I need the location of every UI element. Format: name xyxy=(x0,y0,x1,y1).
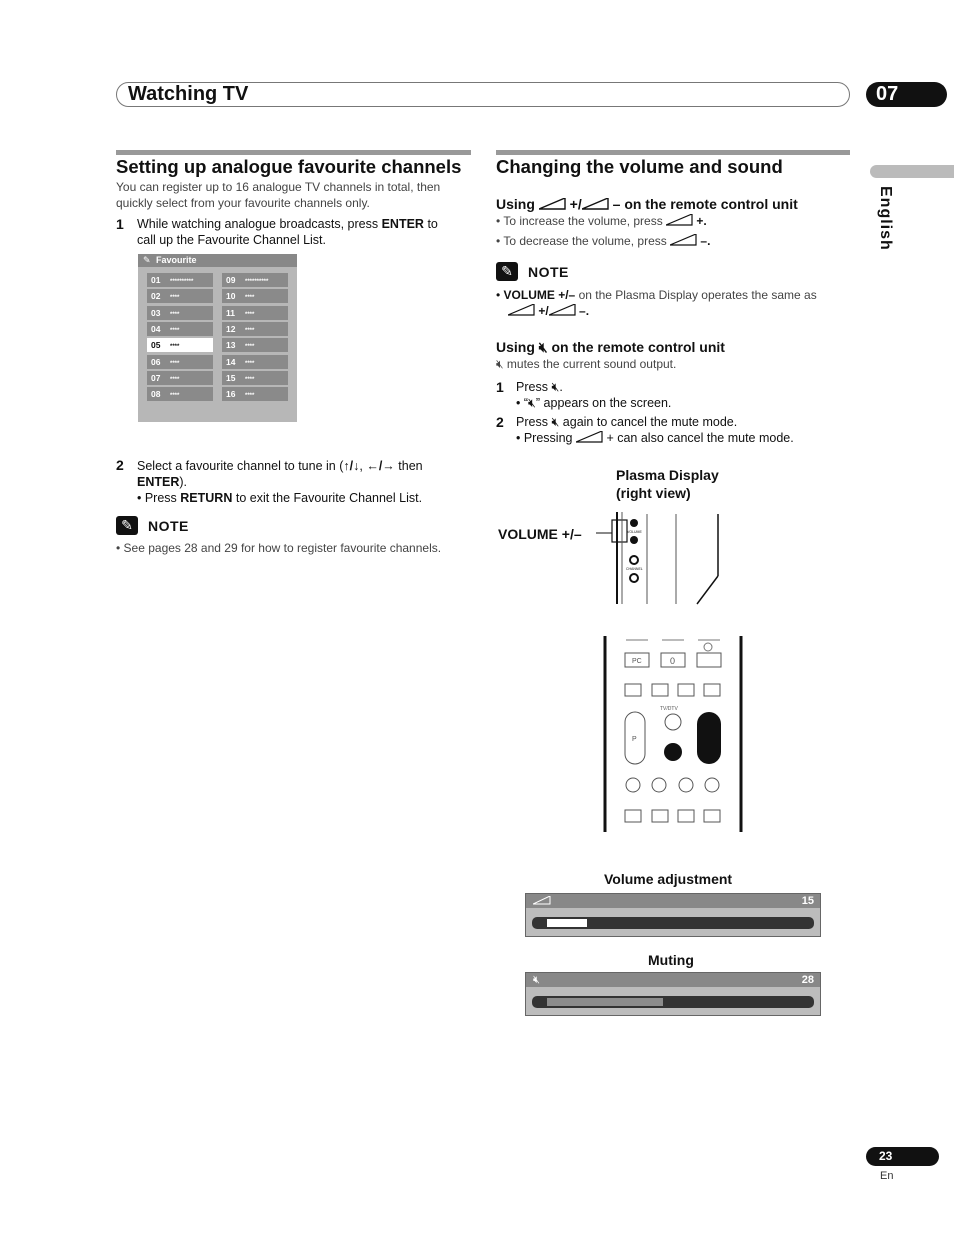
channel-name: **** xyxy=(245,295,255,302)
muting-value: 28 xyxy=(801,974,814,986)
favourite-channel-item[interactable] xyxy=(222,306,288,320)
section-heading-volume: Changing the volume and sound xyxy=(496,156,783,177)
step-number: 2 xyxy=(496,414,504,430)
channel-name: **** xyxy=(170,311,180,318)
step-number: 1 xyxy=(116,216,124,232)
chapter-number: 07 xyxy=(866,82,947,107)
increase-text: • To increase the volume, press +. xyxy=(496,214,707,228)
channel-name: **** xyxy=(245,393,255,400)
channel-name: **** xyxy=(170,344,180,351)
page-number: 23 xyxy=(866,1147,939,1166)
muting-level-fill xyxy=(547,998,663,1006)
favourite-channel-item[interactable] xyxy=(222,289,288,303)
volume-button-label: VOLUME +/– xyxy=(498,526,582,542)
favourite-channel-item[interactable] xyxy=(222,322,288,336)
volume-icon xyxy=(539,198,566,210)
channel-number: 02 xyxy=(151,291,161,302)
volume-icon xyxy=(582,198,609,210)
channel-number: 13 xyxy=(226,340,236,351)
volume-value: 15 xyxy=(801,895,814,907)
volume-adjustment-title: Volume adjustment xyxy=(604,871,733,887)
step-number: 1 xyxy=(496,379,504,395)
channel-name: **** xyxy=(170,393,180,400)
channel-number: 11 xyxy=(226,307,235,318)
decrease-text: • To decrease the volume, press –. xyxy=(496,234,711,248)
volume-adjustment-osd xyxy=(525,893,821,937)
note-icon: ✎ xyxy=(496,262,518,281)
plasma-display-label: Plasma Display (right view) xyxy=(616,467,719,501)
favourite-channel-item[interactable] xyxy=(147,355,213,369)
panel-volume-text: VOLUME xyxy=(627,530,642,534)
favourite-channel-item[interactable] xyxy=(222,355,288,369)
channel-number: 03 xyxy=(151,307,161,318)
channel-number: 04 xyxy=(151,323,161,334)
mute-icon: 🔇︎ xyxy=(551,380,560,394)
channel-number: 15 xyxy=(226,372,236,383)
muting-level-track xyxy=(532,996,814,1008)
favourite-channel-item[interactable] xyxy=(147,387,213,401)
favourite-channel-item[interactable] xyxy=(147,371,213,385)
mute-step1-text: Press 🔇︎. • “🔇︎” appears on the screen. xyxy=(516,380,672,410)
channel-number: 10 xyxy=(226,291,236,302)
volume-subheading: Using +/ – on the remote control unit xyxy=(496,196,798,212)
mute-icon: 🔇︎ xyxy=(538,339,548,355)
remote-p-text: P xyxy=(632,736,637,743)
volume-icon xyxy=(576,431,603,443)
channel-number: 08 xyxy=(151,389,161,400)
favourites-intro: You can register up to 16 analogue TV channels in total, then quickly select from your favourite channels only. xyxy=(116,180,441,210)
step2-text: Select a favourite channel to tune in (↑/↓, ←/→ then ENTER). • Press RETURN to exit the Favourite Channel List. xyxy=(137,459,423,505)
channel-name: **** xyxy=(245,360,255,367)
channel-number: 12 xyxy=(226,323,236,334)
mute-icon: 🔇︎ xyxy=(551,415,560,429)
section-heading-favourites: Setting up analogue favourite channels xyxy=(116,156,462,177)
plasma-display-side-view xyxy=(590,510,730,606)
step-number: 2 xyxy=(116,457,124,473)
note-label: NOTE xyxy=(528,264,569,280)
channel-name: **** xyxy=(170,360,180,367)
favourite-channel-item[interactable] xyxy=(222,273,288,287)
channel-name: ********** xyxy=(245,279,269,285)
mute-icon: 🔇︎ xyxy=(533,974,540,986)
pencil-icon: ✎ xyxy=(143,255,151,265)
volume-level-fill xyxy=(547,919,587,927)
mute-description: 🔇︎ mutes the current sound output. xyxy=(496,357,677,371)
channel-name: **** xyxy=(170,295,180,302)
favourite-channel-item[interactable] xyxy=(147,306,213,320)
mute-icon: 🔇︎ xyxy=(528,396,536,410)
remote-tvdtv-text: TV/DTV xyxy=(660,706,678,712)
favourite-channel-item[interactable] xyxy=(222,371,288,385)
mute-icon: 🔇︎ xyxy=(496,357,504,371)
volume-level-track xyxy=(532,917,814,929)
note-label: NOTE xyxy=(148,518,189,534)
language-tab xyxy=(870,165,954,178)
chapter-title: Watching TV xyxy=(128,83,249,105)
channel-name: **** xyxy=(245,344,255,351)
favourite-channel-item[interactable] xyxy=(147,289,213,303)
channel-number: 06 xyxy=(151,356,161,367)
panel-channel-text: CHANNEL xyxy=(626,567,643,571)
favourite-channel-item[interactable] xyxy=(222,387,288,401)
favourite-channel-item[interactable] xyxy=(147,322,213,336)
volume-icon xyxy=(666,214,693,226)
note-text: • See pages 28 and 29 for how to register favourite channels. xyxy=(116,541,442,555)
volume-icon xyxy=(549,304,576,316)
channel-name: **** xyxy=(245,327,255,334)
channel-name: ********** xyxy=(170,279,194,285)
note-icon: ✎ xyxy=(116,516,138,535)
muting-title: Muting xyxy=(648,952,694,968)
volume-icon xyxy=(533,896,551,905)
channel-number: 07 xyxy=(151,372,161,383)
section-rule xyxy=(496,150,850,155)
favourite-channel-item[interactable] xyxy=(147,338,213,352)
volume-icon xyxy=(670,234,697,246)
page-language: En xyxy=(880,1170,894,1182)
channel-name: **** xyxy=(170,327,180,334)
remote-zero-text: 0 xyxy=(670,656,676,666)
channel-number: 01 xyxy=(151,275,161,285)
favourite-channel-item[interactable] xyxy=(222,338,288,352)
section-rule xyxy=(116,150,471,155)
step1-text: While watching analogue broadcasts, press ENTER to call up the Favourite Channel List. xyxy=(137,217,438,247)
remote-pc-text: PC xyxy=(632,658,642,665)
language-label: English xyxy=(877,186,894,251)
channel-name: **** xyxy=(245,311,255,318)
channel-number: 16 xyxy=(226,389,236,400)
favourite-channel-item[interactable] xyxy=(147,273,213,287)
volume-icon xyxy=(508,304,535,316)
channel-name: **** xyxy=(245,376,255,383)
channel-number: 09 xyxy=(226,275,236,285)
mute-subheading: Using 🔇︎ on the remote control unit xyxy=(496,339,725,355)
channel-number: 05 xyxy=(151,340,161,351)
channel-name: **** xyxy=(170,376,180,383)
remote-control-illustration xyxy=(600,636,746,834)
muting-osd xyxy=(525,972,821,1016)
channel-number: 14 xyxy=(226,356,236,367)
volume-note-text: • VOLUME +/– on the Plasma Display operates the same as +/ –. xyxy=(496,288,817,318)
mute-step2-text: Press 🔇︎ again to cancel the mute mode. • Pressing + can also cancel the mute mode. xyxy=(516,415,794,445)
favourite-list-title: ✎ Favourite xyxy=(138,254,297,267)
